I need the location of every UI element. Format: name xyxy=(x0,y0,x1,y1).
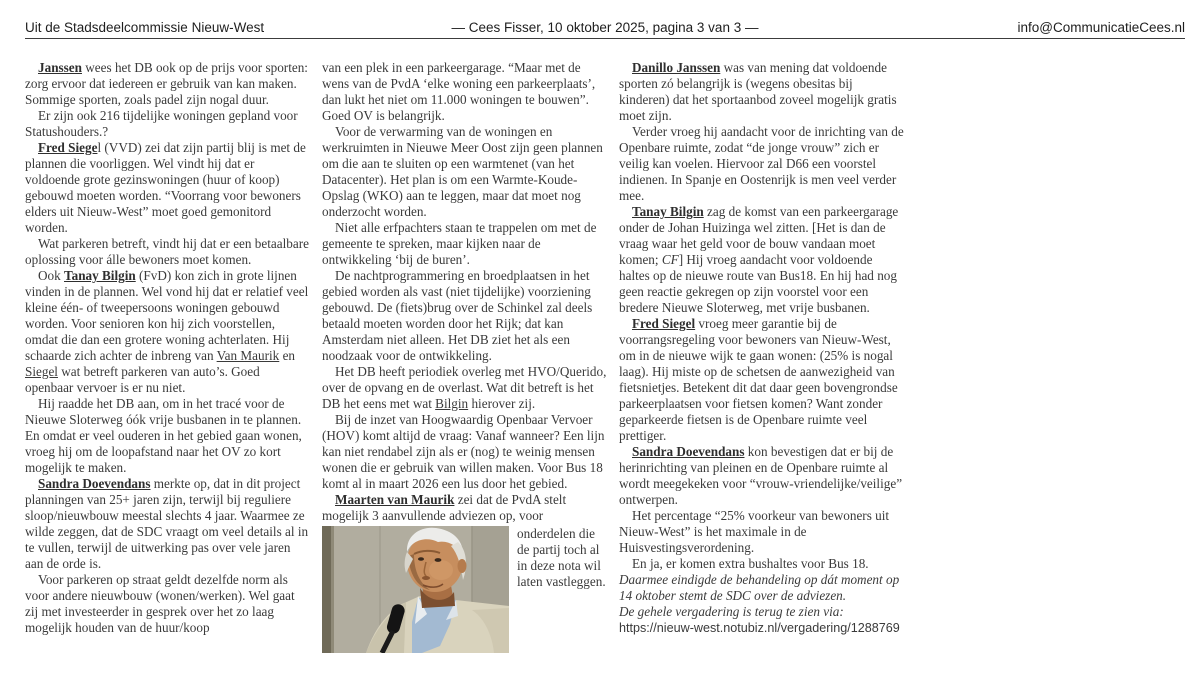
paragraph xyxy=(25,108,311,140)
header-title: Uit de Stadsdeelcommissie Nieuw-West xyxy=(25,20,265,35)
text-run: Hij raadde het DB aan, om in het tracé voor de Nieuwe Sloterweg óók vrije busbanen in te plannen. En omdat er veel ouderen in het gebied gaan wonen, vroeg hij om de loopafstand naar het OV zo kort mogelijk te maken. xyxy=(25,396,302,475)
header-email: info@CommunicatieCees.nl xyxy=(1017,20,1185,35)
text-run: kon bevestigen dat er bij de herinrichting van pleinen en de Openbare ruimte al wordt meegekeken voor “vrouw-vriendelijke/veilige” ontwerpen. xyxy=(619,444,903,507)
text-run: wat betreft parkeren van auto’s. Goed openbaar vervoer is er nu niet. xyxy=(25,364,260,395)
text-run: wees het DB ook op de prijs voor sporten: zorg ervoor dat iedereen er gebruik van kan maken. Sommige sporten, zoals padel zijn nogal duur. xyxy=(25,60,308,107)
text-run: l (VVD) zei dat zijn partij blij is met de plannen die voorliggen. Wel vindt hij dat er voldoende grote gezinswoningen (huur of koop) gebouwd moeten worden. “Voorrang voor bewoners elders uit Nieuw-West” moet goed gemonitord worden. xyxy=(25,140,306,235)
paragraph xyxy=(322,124,608,220)
text-run: Voor de verwarming van de woningen en werkruimten in Nieuwe Meer Oost zijn geen plannen om die aan te sluiten op een warmtenet (van het Datacenter). Het plan is om een Warmte-Koude-Opslag (WKO) aan te leggen, maar dat moet nog onderzocht worden. xyxy=(322,124,603,219)
photo-side-text xyxy=(517,526,608,590)
text-run: Er zijn ook 216 tijdelijke woningen gepland voor Statushouders.? xyxy=(25,108,298,139)
paragraph xyxy=(25,396,311,476)
paragraph xyxy=(619,444,905,508)
text-run: Van Maurik xyxy=(216,348,280,363)
person-name: Maarten van Maurik xyxy=(335,492,455,507)
text-run: merkte op, dat in dit project planningen van 25+ jaren zijn, terwijl bij reguliere sloop/nieuwbouw meestal slechts 4 jaar. Waarmee ze wilde zeggen, dat de SDC vraagt om veel details al in te vullen, terwijl de uitwerking pas over vele jaren aan de orde is. xyxy=(25,476,309,571)
person-name: Janssen xyxy=(38,60,82,75)
person-name: Fred Siegel xyxy=(632,316,696,331)
text-run: zag de komst van een parkeergarage onder de Johan Huizinga wel zitten. [Het is dan de vraag waar het geld voor de bouw vandaan moet komen; xyxy=(619,204,899,267)
photo-text-wrap xyxy=(322,526,608,653)
paragraph xyxy=(619,204,905,316)
paragraph xyxy=(322,364,608,412)
header-author-page: — Cees Fisser, 10 oktober 2025, pagina 3 van 3 — xyxy=(451,20,759,35)
person-name: Tanay Bilgin xyxy=(632,204,704,219)
paragraph xyxy=(619,556,905,572)
text-run: Het percentage “25% voorkeur van bewoners uit Nieuw-West” is het maximale in de Huisvestingsverordening. xyxy=(619,508,890,555)
person-name: Sandra Doevendans xyxy=(632,444,745,459)
text-run: Ook xyxy=(38,268,65,283)
text-run: Siegel xyxy=(25,364,58,379)
person-name: Tanay Bilgin xyxy=(64,268,136,283)
paragraph xyxy=(619,604,905,620)
article-columns xyxy=(25,60,905,653)
column-3 xyxy=(619,60,905,653)
text-run: En ja, er komen extra bushaltes voor Bus 18. xyxy=(632,556,869,571)
paragraph xyxy=(619,508,905,556)
text-run: Verder vroeg hij aandacht voor de inrichting van de Openbare ruimte, zodat “de jonge vrouw” zich er veilig kan voelen. Hiervoor zal D66 een voorstel indienen. In Spanje en Oostenrijk is men veel verder mee. xyxy=(619,124,904,203)
paragraph xyxy=(322,412,608,492)
paragraph xyxy=(25,140,311,236)
paragraph xyxy=(619,572,905,604)
paragraph xyxy=(322,492,608,524)
paragraph xyxy=(619,124,905,204)
text-run: van een plek in een parkeergarage. “Maar met de wens van de PvdA ‘elke woning een parkeerplaats’, dan lukt het niet om 11.000 woningen te bouwen”. Goed OV is belangrijk. xyxy=(322,60,596,123)
page-header xyxy=(25,20,1185,39)
paragraph xyxy=(25,268,311,396)
paragraph xyxy=(25,236,311,268)
paragraph xyxy=(25,572,311,636)
paragraph xyxy=(619,60,905,124)
paragraph xyxy=(322,268,608,364)
text-run: Voor parkeren op straat geldt dezelfde norm als voor andere nieuwbouw (wonen/werken). Wel gaat zij met investeerder in gesprek over het zo laag mogelijk houden van de huur/koop xyxy=(25,572,295,635)
meeting-url-link[interactable]: https://nieuw-west.notubiz.nl/vergadering/1288769 xyxy=(619,621,900,635)
text-run: Daarmee eindigde de behandeling op dát moment op 14 oktober stemt de SDC over de adviezen. xyxy=(619,572,900,603)
column-2 xyxy=(322,60,608,653)
person-name: Danillo Janssen xyxy=(632,60,721,75)
paragraph xyxy=(25,60,311,108)
paragraph xyxy=(322,220,608,268)
text-run: Bilgin xyxy=(435,396,469,411)
paragraph xyxy=(322,60,608,124)
person-name: Sandra Doevendans xyxy=(38,476,151,491)
text-run: was van mening dat voldoende sporten zó belangrijk is (wegens obesitas bij kinderen) dat het sportaanbod zoveel mogelijk gratis moet zijn. xyxy=(619,60,897,123)
text-run: CF xyxy=(661,252,679,267)
text-run: onderdelen die de partij toch al in deze nota wil laten vastleggen. xyxy=(517,526,606,589)
paragraph xyxy=(25,476,311,572)
text-run: (FvD) kon zich in grote lijnen vinden in de plannen. Wel vond hij dat er relatief veel kleine één- of tweepersoons woningen gebouwd worden. Voor senioren kon hij zich voorstellen, omdat die dan een grotere woning achterlaten. Hij schaarde zich achter de inbreng van xyxy=(25,268,309,363)
text-run: zei dat de PvdA stelt mogelijk 3 aanvullende adviezen op, voor xyxy=(322,492,567,523)
paragraph xyxy=(619,316,905,444)
text-run: en xyxy=(279,348,296,363)
text-run: Het DB heeft periodiek overleg met HVO/Querido, over de opvang en de overlast. Wat dit betreft is het DB het eens met wat xyxy=(322,364,607,411)
text-run: De gehele vergadering is terug te zien via: xyxy=(619,604,844,619)
person-name: Fred Siege xyxy=(38,140,98,155)
text-run: Bij de inzet van Hoogwaardig Openbaar Vervoer (HOV) komt altijd de vraag: Vanaf wanneer? Een lijn kan niet rendabel zijn als er (nog) te weinig mensen wonen die er gebruik van willen maken. Voor Bus 18 komt al in maart 2026 een lus door het gebied. xyxy=(322,412,605,491)
text-run: vroeg meer garantie bij de voorrangsregeling voor bewoners van Nieuw-West, om in de nieuwe wijk te gaan wonen: (25% is nogal laag). Hij miste op de schetsen de aanwezigheid van fietsnietjes. Betekent dit dat daar geen bovengrondse parkeerplaatsen voor fietsen komen? Want zonder geparkeerde fietsen is de Openbare ruimte veel prettiger. xyxy=(619,316,898,443)
text-run: Niet alle erfpachters staan te trappelen om met de gemeente te spreken, maar kijken naar de ontwikkeling ‘bij de buren’. xyxy=(322,220,597,267)
text-run: hierover zij. xyxy=(468,396,536,411)
maarten-van-maurik-photo xyxy=(322,526,509,653)
column-1 xyxy=(25,60,311,653)
text-run: De nachtprogrammering en broedplaatsen in het gebied worden als vast (niet tijdelijke) voorziening gebouwd. De (fiets)brug over de Schinkel zal deels betaald moeten worden door het Rijk; dat kan Amsterdam niet alleen. Het DB ziet het als een noodzaak voor de ontwikkeling. xyxy=(322,268,593,363)
text-run: Wat parkeren betreft, vindt hij dat er een betaalbare oplossing voor álle bewoners moet komen. xyxy=(25,236,309,267)
paragraph xyxy=(619,620,905,636)
text-run: ] Hij vroeg aandacht voor voldoende haltes op de nieuwe route van Bus18. En hij had nog geen reactie gekregen op zijn voorstel voor een bredere Nieuwe Sloterweg, met vrije busbanen. xyxy=(619,252,897,315)
